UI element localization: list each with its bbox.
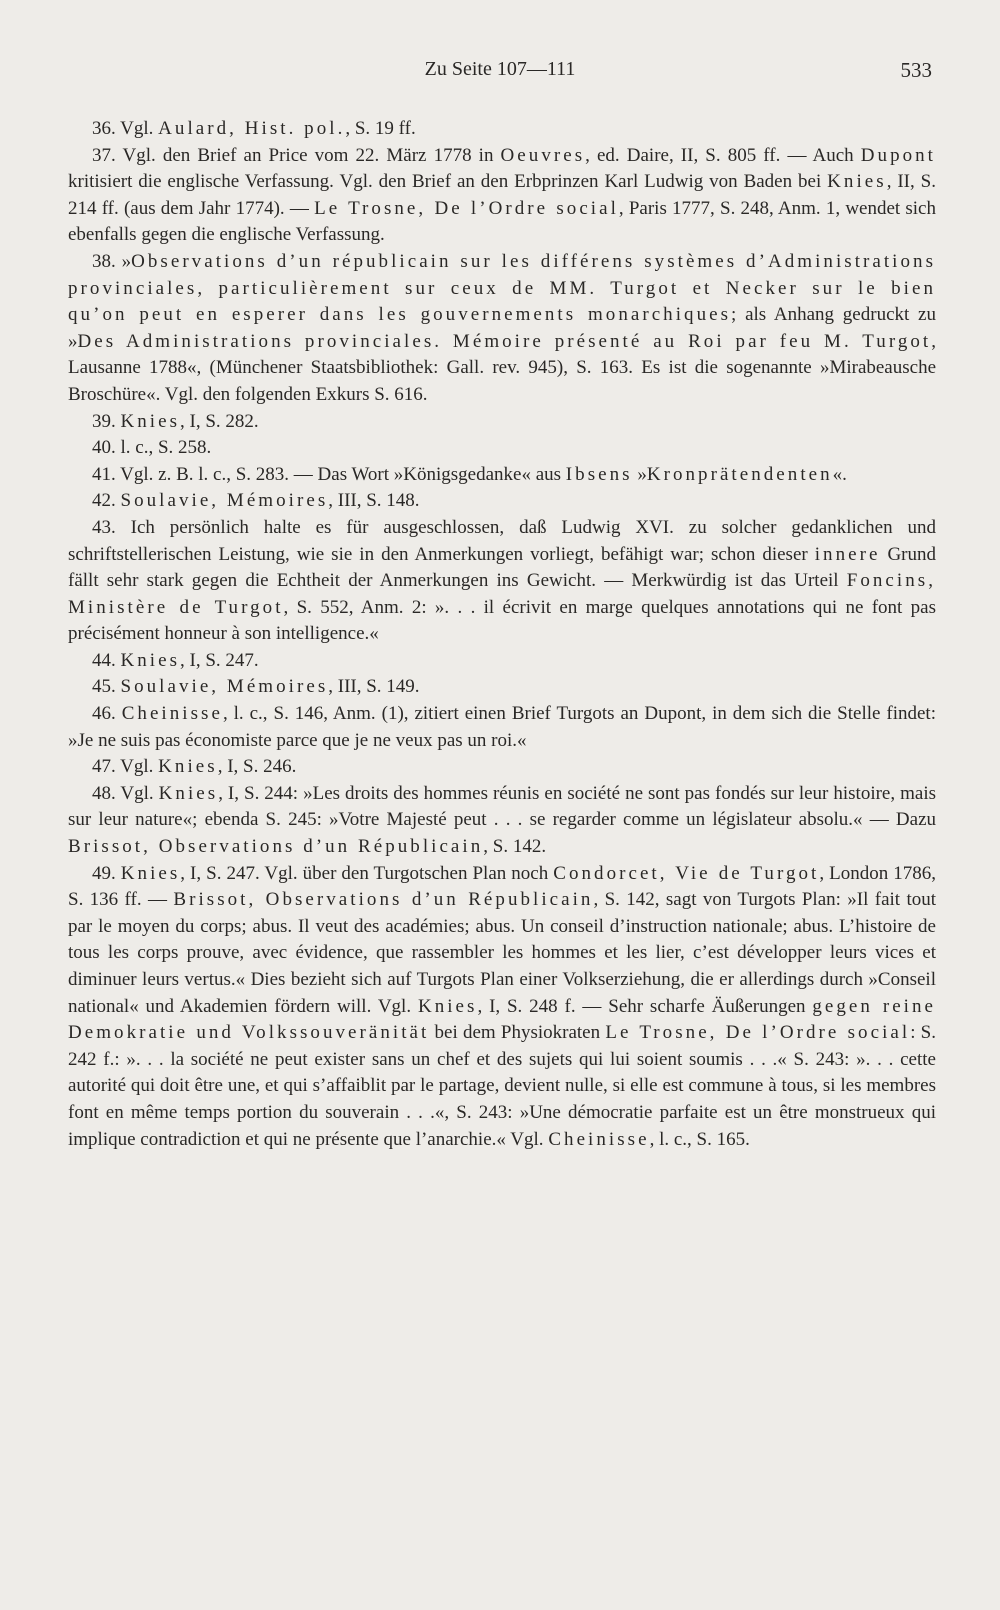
endnote [68,648,936,675]
endnote-text: 44. [92,649,121,671]
endnote [68,515,936,648]
endnote-text: , l. c., S. 146, Anm. (1), zitiert einen Brief Turgots an Dupont, in dem sich die Stelle findet: »Je ne suis pas économiste parce que je ne veux pas un roi.« [68,703,936,751]
endnote-text: , I, S. 244: »Les droits des hommes réunis en société ne sont pas fondés sur leur histoire, mais sur leur nature«; ebenda S. 245: »Votre Majesté peut . . . se regarder comme un législateur absolu.« — Dazu [68,782,936,831]
endnote-text: , I, S. 246. [217,756,297,778]
endnote-text: 39. [92,410,121,432]
spaced-emphasis-text: Oeuvres [500,144,586,166]
spaced-emphasis-text: Knies [120,649,181,671]
endnote-text: , S. 552, Anm. 2: ». . . il écrivit en marge quelques annotations qui ne font pas précisément honneur à son intelligence.« [68,596,936,645]
endnote-text: , Lausanne 1788«, (Münchener Staatsbibliothek: Gall. rev. 945), S. 163. Es ist die sogenannte »Mirabeausche Broschüre«. Vgl. den folgenden Exkurs S. 616. [68,330,936,405]
endnote-text: «. [832,463,847,485]
endnote-text: , I, S. 247. [180,649,259,671]
endnote-text: 40. l. c., S. 258. [92,437,212,459]
spaced-emphasis-text: Cheinisse [548,1128,650,1150]
endnote-text: , I, S. 247. Vgl. über den Turgotschen Plan noch [180,862,554,884]
endnote-text: 48. Vgl. [92,782,159,804]
endnote-text: 49. [92,862,121,884]
spaced-emphasis-text: Brissot, Observations d’un Républicain [173,889,594,911]
endnote-text: 36. Vgl. [92,118,159,139]
endnote [68,143,936,249]
endnote-text: 46. [92,703,122,725]
endnote-text: , Paris 1777, S. 248, Anm. 1, wendet sich ebenfalls gegen die englische Verfassung. [68,197,936,246]
spaced-emphasis-text: Knies [827,171,887,193]
spaced-emphasis-text: Brissot, Observations d’un Républicain [68,836,484,858]
spaced-emphasis-text: Cheinisse [121,703,223,725]
endnote-text: 38. » [92,250,132,272]
endnote-text: , S. 19 ff. [345,118,416,139]
spaced-emphasis-text: Kronprätendenten [646,463,833,485]
endnote [68,462,936,489]
endnote-text: , ed. Daire, II, S. 805 ff. — Auch [585,144,861,166]
running-title: Zu Seite 107—111 [424,58,576,80]
endnote-text: » [632,463,647,485]
endnote-text: 43. Ich persönlich halte es für ausgeschlossen, daß Ludwig XVI. zu solcher gedanklichen und schriftstellerischen Leistung, wie sie in den Anmerkungen vorliegt, befähigt war; schon dieser [68,516,936,565]
endnote-text: , S. 142, sagt von Turgots Plan: »Il fait tout par le moyen du corps; abus. Il veut des académies; abus. Un conseil d’instruction nationale; abus. L’histoire de tous les corps prouve, avec évidence, que rassembler les hommes et les lier, c’est développer leurs vices et diminuer leurs vertus.« Dies bezieht sich auf Turgots Plan einer Volkserziehung, die er allerdings durch »Conseil national« und Akademien fördern will. Vgl. [68,889,937,1017]
endnote-text: ; als Anhang gedruckt zu » [68,304,936,352]
endnote-text: : S. 242 f.: ». . . la société ne peut exister sans un chef et des sujets qui lui soient soumis . . .« S. 243: ». . . cette autorité qui doit être une, et qui s’affaiblit par le partage, devient nulle, si elle est commune à tous, si les membres font en même temps portion du souverain . . .«, S. 243: »Une démocratie parfaite est un être monstrueux qui implique contradiction et qui ne présente que l’anarchie.« Vgl. [68,1022,936,1150]
endnote [68,674,936,701]
endnotes-list [68,116,936,1153]
spaced-emphasis-text: Knies [120,410,181,432]
endnote [68,754,936,781]
endnote [68,249,936,409]
spaced-emphasis-text: Ibsens [565,463,633,485]
endnote-text: 45. [92,676,121,698]
endnote [68,409,936,436]
endnote-text: , I, S. 248 f. — Sehr scharfe Äußerungen [477,995,813,1017]
spaced-emphasis-text: Des Administrations provinciales. Mémoire présenté au Roi par feu M. Turgot [77,330,932,352]
spaced-emphasis-text: Knies [158,756,218,778]
endnote-text: , II, S. 214 ff. (aus dem Jahr 1774). — [68,171,936,219]
endnote [68,861,936,1154]
spaced-emphasis-text: Le Trosne, De l’Ordre social [314,197,619,219]
endnote-text: 37. Vgl. den Brief an Price vom 22. März 1778 in [92,144,501,166]
endnote [68,488,936,515]
spaced-emphasis-text: Condorcet, Vie de Turgot [553,862,820,884]
endnote-text: , London 1786, S. 136 ff. — [68,862,937,911]
endnote-text: 42. [92,490,121,512]
spaced-emphasis-text: Dupont [860,144,937,166]
spaced-emphasis-text: Observations d’un républicain sur les différens systèmes d’Administrations provinciales, particulièrement sur ceux de MM. Turgot et Necker sur le bien qu’on peut en esperer dans les gouvernements monarchiques [68,250,937,326]
endnote-text: 41. Vgl. z. B. l. c., S. 283. — Das Wort »Königsgedanke« aus [92,463,566,485]
spaced-emphasis-text: Foncins, Ministère de Turgot [68,570,936,618]
spaced-emphasis-text: Soulavie, Mémoires [120,676,329,698]
page-header [0,58,1000,88]
endnote-text: , III, S. 148. [328,490,420,512]
page-number: 533 [900,58,932,82]
spaced-emphasis-text: gegen reine Demokratie und Volkssouveränität [68,995,936,1044]
endnote [68,116,936,143]
spaced-emphasis-text: Le Trosne, De l’Ordre social [605,1022,911,1044]
spaced-emphasis-text: Knies [417,995,478,1017]
spaced-emphasis-text: innere [814,543,881,565]
endnote-text: , S. 142. [483,836,547,858]
endnote-text: , I, S. 282. [180,410,259,432]
endnote-text: kritisiert die englische Verfassung. Vgl. den Brief an den Erbprinzen Karl Ludwig von Baden bei [68,171,828,193]
spaced-emphasis-text: Aulard, Hist. pol. [158,118,346,139]
endnote [68,781,936,861]
endnote-text: , l. c., S. 165. [649,1128,750,1150]
spaced-emphasis-text: Soulavie, Mémoires [120,490,329,512]
spaced-emphasis-text: Knies [158,782,219,804]
endnote-text: bei dem Physiokraten [429,1022,606,1044]
spaced-emphasis-text: Knies [120,862,181,884]
endnote [68,435,936,462]
endnote-text: 47. Vgl. [92,756,159,778]
endnote-text: Grund fällt sehr stark gegen die Echtheit der Anmerkungen ins Gewicht. — Merkwürdig ist das Urteil [68,543,936,592]
endnote [68,701,936,754]
endnote-text: , III, S. 149. [328,676,420,698]
